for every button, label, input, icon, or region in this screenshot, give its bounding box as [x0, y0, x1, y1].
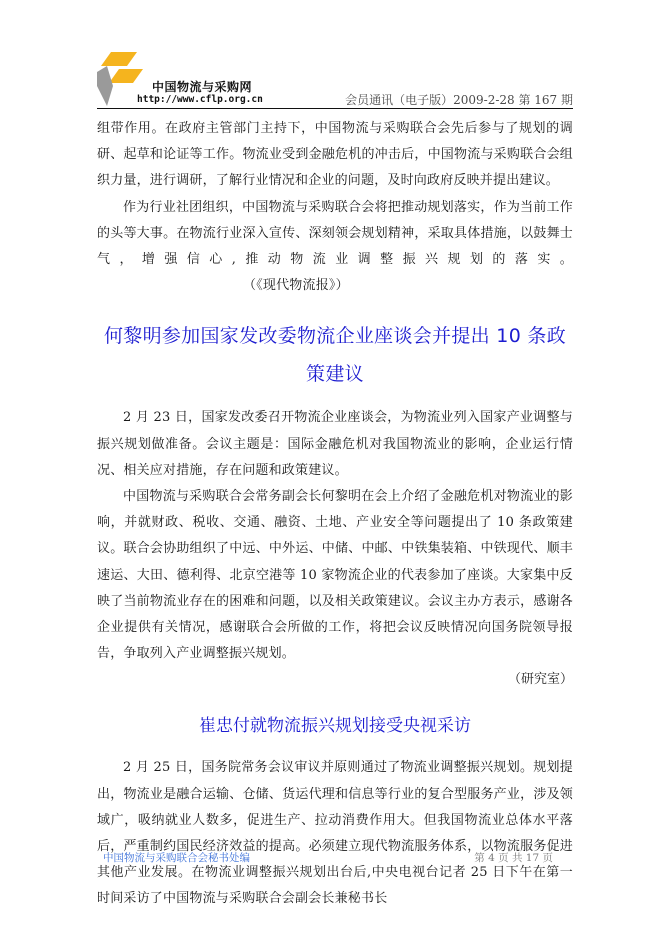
- site-url: http://www.cflp.org.cn: [137, 94, 263, 105]
- paragraph-text: 作为行业社团组织，中国物流与采购联合会将把推动规划落实，作为当前工作的头等大事。在物流行业深入宣传、深刻领会规划精神，采取具体措施，以鼓舞士气，增强信心,推动物流业调整振兴规划的落实。: [97, 199, 573, 268]
- document-content: [97, 116, 573, 913]
- paragraph: 2 月 23 日，国家发改委召开物流企业座谈会，为物流业列入国家产业调整与振兴规划做准备。会议主题是：国际金融危机对我国物流业的影响，企业运行情况、相关应对措施，存在问题和政策建议。: [97, 410, 573, 478]
- intro-section: [97, 116, 573, 299]
- issue-info: 会员通讯（电子版）2009-2-28 第 167 期: [345, 93, 573, 107]
- article-section: [97, 711, 573, 912]
- paragraph: [97, 195, 573, 300]
- article-title: 何黎明参加国家发改委物流企业座谈会并提出 10 条政策建议: [103, 325, 567, 386]
- page-header: [97, 44, 573, 110]
- publisher-credit: 中国物流与采购联合会秘书处编: [103, 852, 250, 864]
- page-number: 第 4 页 共 17 页: [474, 852, 553, 864]
- paragraph: 中国物流与采购联合会常务副会长何黎明在会上介绍了金融危机对物流业的影响，并就财政、税收、交通、融资、土地、产业安全等问题提出了 10 条政策建议。联合会协助组织了中远、中外运、中储、中邮、中铁集装箱、中铁现代、顺丰速运、大田、德利得、北京空港等 10 家物流企业的代表参加了座谈。大家集中反映了当前物流业存在的困难和问题，以及相关政策建议。会议主办方表示，感谢各企业提供有关情况，感谢联合会所做的工作，将把会议反映情况向国务院领导报告，争取列入产业调整振兴规划。: [97, 489, 573, 662]
- article-title: 崔忠付就物流振兴规划接受央视采访: [199, 716, 471, 737]
- site-name: 中国物流与采购网: [152, 80, 253, 94]
- source-credit: （《现代物流报》）: [243, 278, 349, 294]
- source-credit: （研究室）: [507, 672, 573, 688]
- page-footer: [97, 850, 573, 866]
- paragraph: 组带作用。在政府主管部门主持下，中国物流与采购联合会先后参与了规划的调研、起草和论证等工作。物流业受到金融危机的冲击后，中国物流与采购联合会组织力量，进行调研，了解行业情况和企业的问题，及时向政府反映并提出建议。: [97, 121, 573, 189]
- paragraph: 2 月 25 日，国务院常务会议审议并原则通过了物流业调整振兴规划。规划提出，物流业是融合运输、仓储、货运代理和信息等行业的复合型服务产业，涉及领域广，吸纳就业人数多，促进生产、拉动消费作用大。但我国物流业总体水平落后，严重制约国民经济效益的提高。必须建立现代物流服务体系，以物流服务促进其他产业发展。在物流业调整振兴规划出台后,中央电视台记者 25 日下午在第一时间采访了中国物流与采购联合会副会长兼秘书长: [97, 760, 573, 907]
- article-section: [97, 317, 573, 693]
- header-divider: [97, 108, 573, 109]
